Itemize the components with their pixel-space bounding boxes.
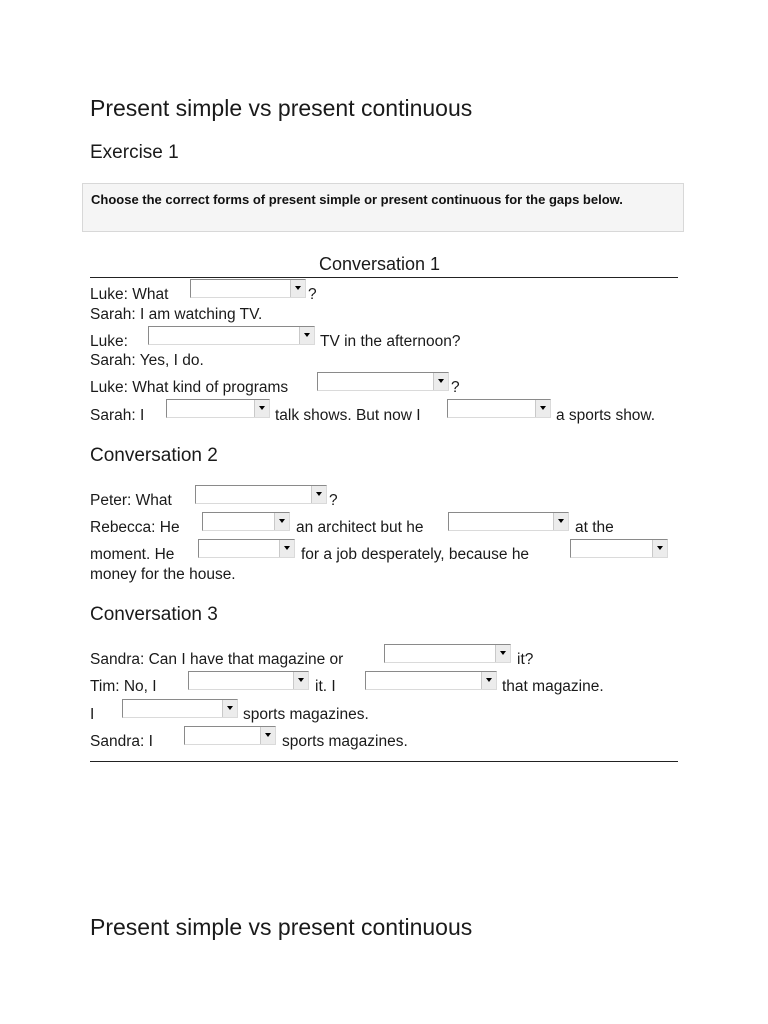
dropdown-arrow-icon[interactable] [254, 400, 269, 417]
conversation-3-title: Conversation 3 [90, 604, 218, 625]
conversation-2-title: Conversation 2 [90, 445, 218, 466]
c1-line4-text: Sarah: Yes, I do. [90, 352, 204, 369]
c1-line3-text: Luke: [90, 333, 128, 350]
dropdown-arrow-icon[interactable] [274, 513, 289, 530]
dropdown-arrow-icon[interactable] [495, 645, 510, 662]
c1-line6-end: a sports show. [556, 407, 656, 424]
c2-line2-end: at the [575, 519, 614, 536]
c3-line1-text: Sandra: Can I have that magazine or [90, 651, 344, 668]
divider [90, 277, 678, 278]
c3-line3-end: sports magazines. [243, 706, 369, 723]
page-title: Present simple vs present continuous [90, 95, 473, 121]
instruction-text: Choose the correct forms of present simple or present continuous for the gaps below. [91, 192, 623, 207]
gap-dropdown[interactable] [447, 399, 551, 418]
gap-dropdown[interactable] [122, 699, 238, 718]
gap-dropdown[interactable] [188, 671, 309, 690]
gap-dropdown[interactable] [384, 644, 511, 663]
gap-dropdown[interactable] [448, 512, 569, 531]
c3-line2-end: that magazine. [502, 678, 604, 695]
dropdown-arrow-icon[interactable] [311, 486, 326, 503]
c3-line2-text: Tim: No, I [90, 678, 157, 695]
dropdown-arrow-icon[interactable] [481, 672, 496, 689]
c1-line5-text: Luke: What kind of programs [90, 379, 289, 396]
gap-dropdown[interactable] [148, 326, 315, 345]
dropdown-arrow-icon[interactable] [279, 540, 294, 557]
gap-dropdown[interactable] [190, 279, 306, 298]
dropdown-arrow-icon[interactable] [299, 327, 314, 344]
c1-line5-end: ? [451, 379, 460, 396]
c1-line2-text: Sarah: I am watching TV. [90, 306, 263, 323]
dropdown-arrow-icon[interactable] [433, 373, 448, 390]
gap-dropdown[interactable] [202, 512, 290, 531]
c3-line4-end: sports magazines. [282, 733, 408, 750]
gap-dropdown[interactable] [365, 671, 497, 690]
exercise-title: Exercise 1 [90, 142, 179, 163]
c3-line4-text: Sandra: I [90, 733, 153, 750]
dropdown-arrow-icon[interactable] [652, 540, 667, 557]
gap-dropdown[interactable] [570, 539, 668, 558]
c1-line3-end: TV in the afternoon? [320, 333, 461, 350]
gap-dropdown[interactable] [195, 485, 327, 504]
c1-line6-text: Sarah: I [90, 407, 145, 424]
c2-line1-end: ? [329, 492, 338, 509]
c3-line2-mid: it. I [315, 678, 336, 695]
gap-dropdown[interactable] [184, 726, 276, 745]
dropdown-arrow-icon[interactable] [553, 513, 568, 530]
c1-line6-mid: talk shows. But now I [275, 407, 421, 424]
c3-line1-end: it? [517, 651, 534, 668]
conversation-1-title: Conversation 1 [319, 254, 441, 274]
c2-line2-mid: an architect but he [296, 519, 424, 536]
dropdown-arrow-icon[interactable] [222, 700, 237, 717]
dropdown-arrow-icon[interactable] [293, 672, 308, 689]
gap-dropdown[interactable] [198, 539, 295, 558]
c2-line1-text: Peter: What [90, 492, 172, 509]
dropdown-arrow-icon[interactable] [290, 280, 305, 297]
c2-line2-text: Rebecca: He [90, 519, 180, 536]
divider [90, 761, 678, 762]
c1-line1-text: Luke: What [90, 286, 169, 303]
c2-line3-text: moment. He [90, 546, 175, 563]
c2-line3-mid: for a job desperately, because he [301, 546, 530, 563]
c2-line4-text: money for the house. [90, 566, 236, 583]
dropdown-arrow-icon[interactable] [260, 727, 275, 744]
dropdown-arrow-icon[interactable] [535, 400, 550, 417]
page-title-repeat: Present simple vs present continuous [90, 914, 473, 940]
instruction-box [82, 183, 684, 232]
c1-line1-end: ? [308, 286, 317, 303]
gap-dropdown[interactable] [166, 399, 270, 418]
c3-line3-text: I [90, 706, 95, 723]
gap-dropdown[interactable] [317, 372, 449, 391]
